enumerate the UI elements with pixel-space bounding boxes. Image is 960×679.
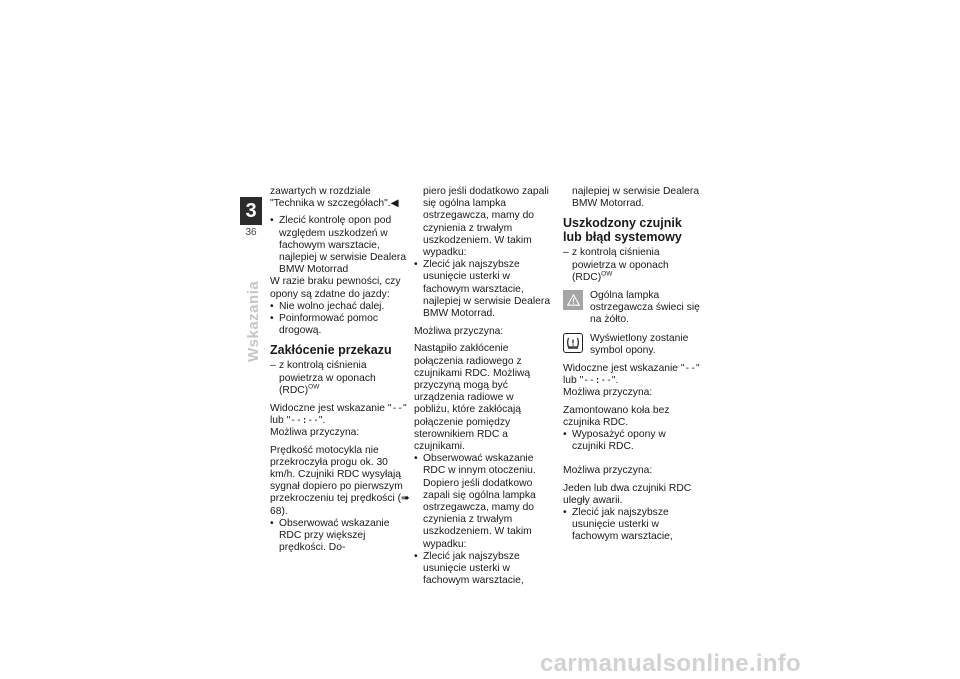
paragraph: Widoczne jest wskazanie "--" lub "--:--". (270, 403, 407, 427)
bullet-icon: • (414, 550, 418, 562)
tire-indicator-text: Wyświetlony zostanie symbol opony. (590, 332, 689, 356)
dash-item: – z kontrolą ciśnienia powietrza w oponach (RDC)$^{OW}$ (270, 360, 376, 396)
dash-icon: – (270, 360, 276, 372)
bullet-icon: • (270, 517, 274, 529)
column-2 (414, 186, 551, 588)
paragraph: Możliwa przyczyna: (270, 427, 360, 439)
bullet-item: • Zlecić jak najszybsze usunięcie usterki w fachowym warsztacie, (563, 507, 673, 543)
bullet-item: • Poinformować pomoc drogową. (270, 313, 379, 337)
column-3 (563, 186, 700, 544)
bullet-item: • Zlecić jak najszybsze usunięcie usterki w fachowym warsztacie, najlepiej w serwisie Dealera BMW Motorrad. (414, 259, 551, 320)
watermark: carmanualsonline.info (540, 650, 802, 677)
bullet-icon: • (414, 259, 418, 271)
bullet-icon: • (563, 507, 567, 519)
section-title-vertical: Wskazania (245, 280, 262, 362)
paragraph: Zamontowano koła bez czujnika RDC. (563, 404, 670, 428)
paragraph: Jeden lub dwa czujniki RDC uległy awarii. (563, 482, 692, 506)
bullet-item: • Zlecić kontrolę opon pod względem uszkodzeń w fachowym warsztacie, najlepiej w serwisie Dealera BMW Motorrad (270, 215, 407, 276)
tire-pressure-icon (563, 333, 583, 353)
dash-item: – z kontrolą ciśnienia powietrza w oponach (RDC)$^{OW}$ (563, 247, 669, 283)
warning-triangle-icon (563, 290, 583, 310)
paragraph: Prędkość motocykla nie przekroczyła progu ok. 30 km/h. Czujniki RDC wysyłają sygnał dopiero po pierwszym przekroczeniu tej prędkości (➠ 68). (270, 444, 410, 517)
bullet-item: • Zlecić jak najszybsze usunięcie usterki w fachowym warsztacie, (414, 550, 524, 587)
page-reference: (➠ 68). (270, 493, 410, 517)
warning-indicator-text: Ogólna lampka ostrzegawcza świeci się na żółto. (590, 290, 700, 326)
bullet-item: • Obserwować wskazanie RDC w innym otoczeniu. Dopiero jeśli dodatkowo zapali się ogólna lampka ostrzegawcza, mamy do czynienia z trwałym uszkodzeniem. W takim wypadku: (414, 453, 536, 550)
section-heading: Zakłócenie przekazu (270, 343, 392, 358)
tire-indicator-row (563, 333, 700, 357)
paragraph: Widoczne jest wskazanie "--" lub "--:--". (563, 363, 700, 387)
bullet-icon: • (414, 453, 418, 465)
end-mark-icon: ◀ (390, 198, 399, 210)
paragraph: W razie braku pewności, czy opony są zdatne do jazdy: (270, 276, 401, 300)
paragraph: Możliwa przyczyna: (563, 465, 653, 477)
column-1 (270, 186, 410, 554)
page-number: 36 (245, 227, 257, 238)
warning-indicator-row (563, 290, 700, 327)
paragraph-continued: piero jeśli dodatkowo zapali się ogólna lampka ostrzegawcza, mamy do czynienia z trwałym uszkodzeniem. W takim wypadku: (423, 186, 549, 259)
section-heading: Uszkodzony czujnik lub błąd systemowy (563, 216, 682, 245)
paragraph: Nastąpiło zakłócenie połączenia radiowego z czujnikami RDC. Możliwą przyczyną mogą być urządzenia radiowe w pobliżu, które zakłócają połączenie pomiędzy sterownikiem RDC a czujnikami. (414, 343, 531, 453)
bullet-item: • Wyposażyć opony w czujniki RDC. (563, 429, 666, 453)
bullet-item: • Obserwować wskazanie RDC przy większej prędkości. Do- (270, 517, 390, 554)
bullet-icon: • (270, 300, 274, 312)
bullet-icon: • (270, 215, 274, 227)
paragraph-continued: najlepiej w serwisie Dealera BMW Motorrad. (572, 186, 700, 210)
bullet-icon: • (270, 313, 274, 325)
bullet-item: • Nie wolno jechać dalej. (270, 300, 385, 312)
paragraph: zawartych w rozdziale "Technika w szczegółach".◀ (270, 186, 399, 210)
paragraph: Możliwa przyczyna: (563, 387, 653, 399)
chapter-tab: 3 (240, 197, 262, 225)
dash-icon: – (563, 247, 569, 259)
paragraph: Możliwa przyczyna: (414, 326, 504, 338)
bullet-icon: • (563, 429, 567, 441)
